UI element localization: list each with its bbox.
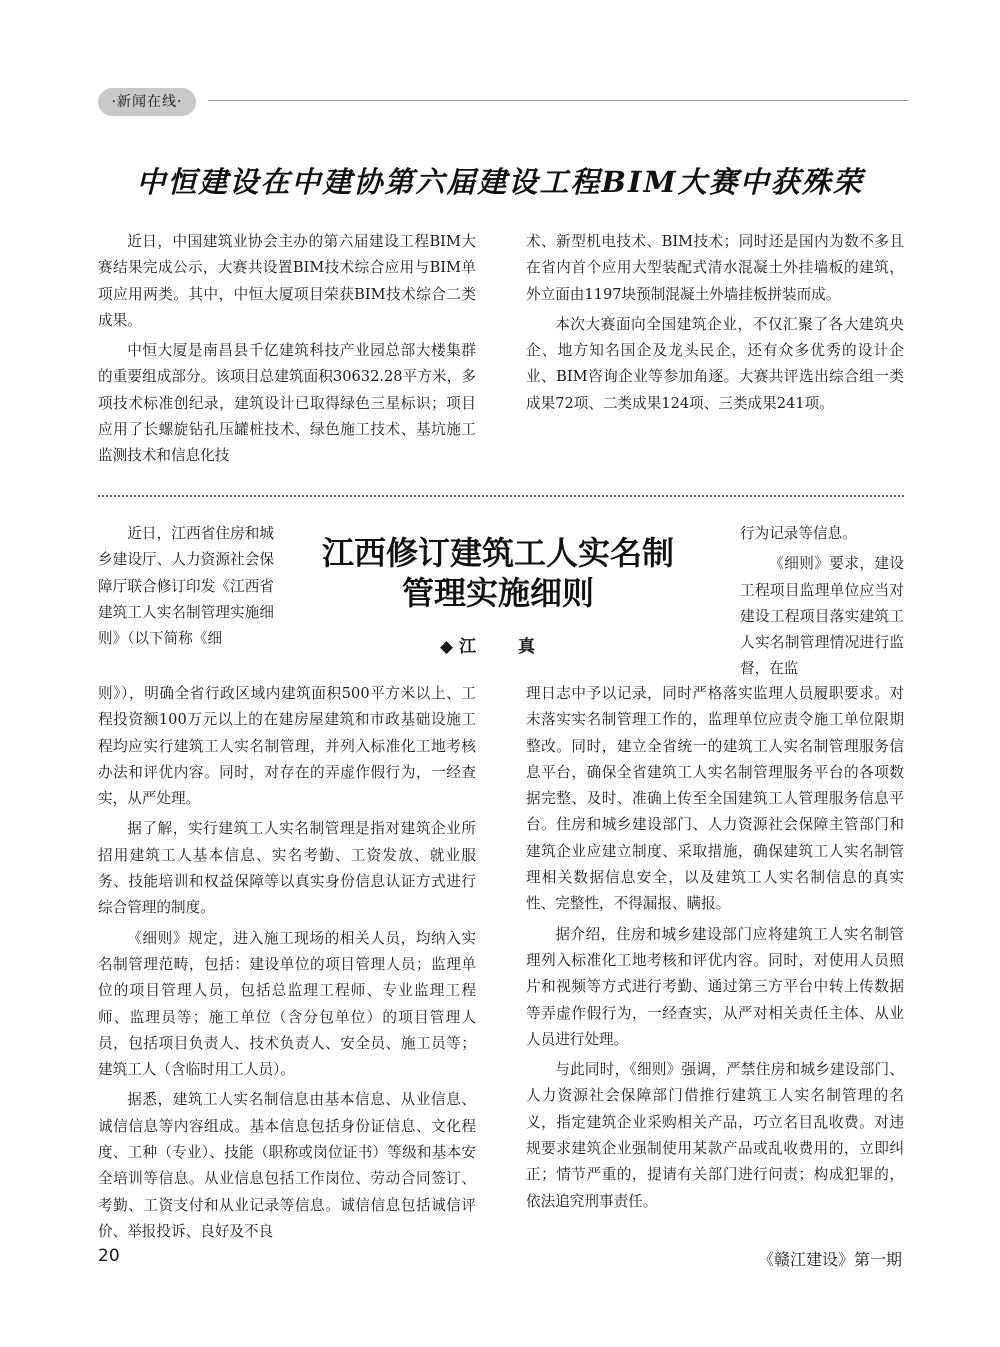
article2-left-paragraph: 《细则》规定，进入施工现场的相关人员，均纳入实名制管理范畴，包括：建设单位的项目管理人员；监理单位的项目管理人员，包括总监理工程师、专业监理工程师、监理员等；施工单位（含分包单位）的项目管理人员，包括项目负责人、技术负责人、安全员、施工员等；建筑工人（含临时用工人员）。	[98, 929, 476, 1079]
article2-right-paragraph: 理日志中予以记录，同时严格落实监理人员履职要求。对未落实实名制管理工作的，监理单位应责令施工单位限期整改。同时，建立全省统一的建筑工人实名制管理服务信息平台，确保全省建筑工人实名制管理服务平台的各项数据完整、及时、准确上传至全国建筑工人管理服务信息平台。住房和城乡建设部门、人力资源社会保障主管部门和建筑企业应建立制度、采取措施，确保建筑工人实名制管理相关数据信息安全，以及建筑工人实名制信息的真实性、完整性，不得漏报、瞒报。	[526, 685, 904, 913]
page-number: 20	[98, 1246, 120, 1266]
article2-left-intro	[98, 521, 274, 652]
article2-title	[286, 533, 710, 613]
byline-diamond-icon: ◆	[440, 637, 460, 657]
article1-right-paragraph: 本次大赛面向全国建筑企业，不仅汇聚了各大建筑央企、地方知名国企及龙头民企，还有众多优秀的设计企业、BIM咨询企业等参加角逐。大赛共评选出综合组一类成果72项、二类成果124项、三类成果241项。	[526, 315, 904, 412]
article2-left-column	[98, 681, 476, 1249]
article2-title-line1: 江西修订建筑工人实名制	[321, 534, 674, 572]
article2-left-paragraph: 据悉，建筑工人实名制信息由基本信息、从业信息、诚信信息等内容组成。基本信息包括身份证信息、文化程度、工种（专业）、技能（职称或岗位证书）等级和基本安全培训等信息。从业信息包括工作岗位、劳动合同签订、考勤、工资支付和从业记录等信息。诚信信息包括诚信评价、举报投诉、良好及不良	[98, 1091, 476, 1240]
article1-left-column	[98, 229, 476, 474]
article1-left-paragraph: 近日，中国建筑业协会主办的第六届建设工程BIM大赛结果完成公示，大赛共设置BIM技术综合应用与BIM单项应用两类。其中，中恒大厦项目荣获BIM技术综合二类成果。	[98, 233, 476, 329]
article2-left-paragraph: 据了解，实行建筑工人实名制管理是指对建筑企业所招用建筑工人基本信息、实名考勤、工资发放、就业服务、技能培训和权益保障等以真实身份信息认证方式进行综合管理的制度。	[98, 820, 476, 917]
article1-title: 中恒建设在中建协第六届建设工程BIM大赛中获殊荣	[136, 165, 864, 199]
article1-right-column	[526, 229, 904, 421]
article2-right-intro-paragraph: 行为记录等信息。	[740, 525, 857, 542]
byline	[440, 632, 580, 657]
article2-right-intro-paragraph: 《细则》要求，建设工程项目监理单位应当对建设工程项目落实建筑工人实名制管理情况进行监督，在监	[740, 555, 904, 678]
article2-right-paragraph: 与此同时，《细则》强调，严禁住房和城乡建设部门、人力资源社会保障部门借推行建筑工人实名制管理的名义，指定建筑企业采购相关产品，巧立名目乱收费。对违规要求建筑企业强制使用某款产品或乱收费用的，立即纠正；情节严重的，提请有关部门进行问责；构成犯罪的，依法追究刑事责任。	[526, 1061, 904, 1210]
article2-left-intro-paragraph: 近日，江西省住房和城乡建设厅、人力资源社会保障厅联合修订印发《江西省建筑工人实名制管理实施细则》（以下简称《细	[98, 525, 274, 648]
article2-left-paragraph: 则》），明确全省行政区域内建筑面积500平方米以上、工程投资额100万元以上的在建房屋建筑和市政基础设施工程均应实行建筑工人实名制管理，并列入标准化工地考核办法和评优内容。同时，对存在的弄虚作假行为，一经查实，从严处理。	[98, 685, 476, 808]
article2-right-intro	[740, 521, 904, 687]
article1-left-paragraph: 中恒大厦是南昌县千亿建筑科技产业园总部大楼集群的重要组成部分。该项目总建筑面积30632.28平方米，多项技术标准创纪录，建筑设计已取得绿色三星标识；项目应用了长螺旋钻孔压罐桩技术、绿色施工技术、基坑施工监测技术和信息化技	[98, 342, 476, 465]
article2-right-paragraph: 据介绍，住房和城乡建设部门应将建筑工人实名制管理列入标准化工地考核和评优内容。同时，对使用人员照片和视频等方式进行考勤、通过第三方平台中转上传数据等弄虚作假行为，一经查实，从严对相关责任主体、从业人员进行处理。	[526, 925, 904, 1048]
article1-right-paragraph: 术、新型机电技术、BIM技术；同时还是国内为数不多且在省内首个应用大型装配式清水混凝土外挂墙板的建筑，外立面由1197块预制混凝土外墙挂板拼装而成。	[526, 233, 904, 303]
article2-right-column	[526, 681, 904, 1219]
author: 江 真	[459, 637, 553, 657]
section-divider	[98, 495, 904, 497]
header-rule	[208, 100, 908, 101]
journal-name: 《赣江建设》第一期	[757, 1250, 902, 1269]
article2-title-line2: 管理实施细则	[401, 574, 594, 612]
section-tag: ·新闻在线·	[98, 88, 196, 116]
